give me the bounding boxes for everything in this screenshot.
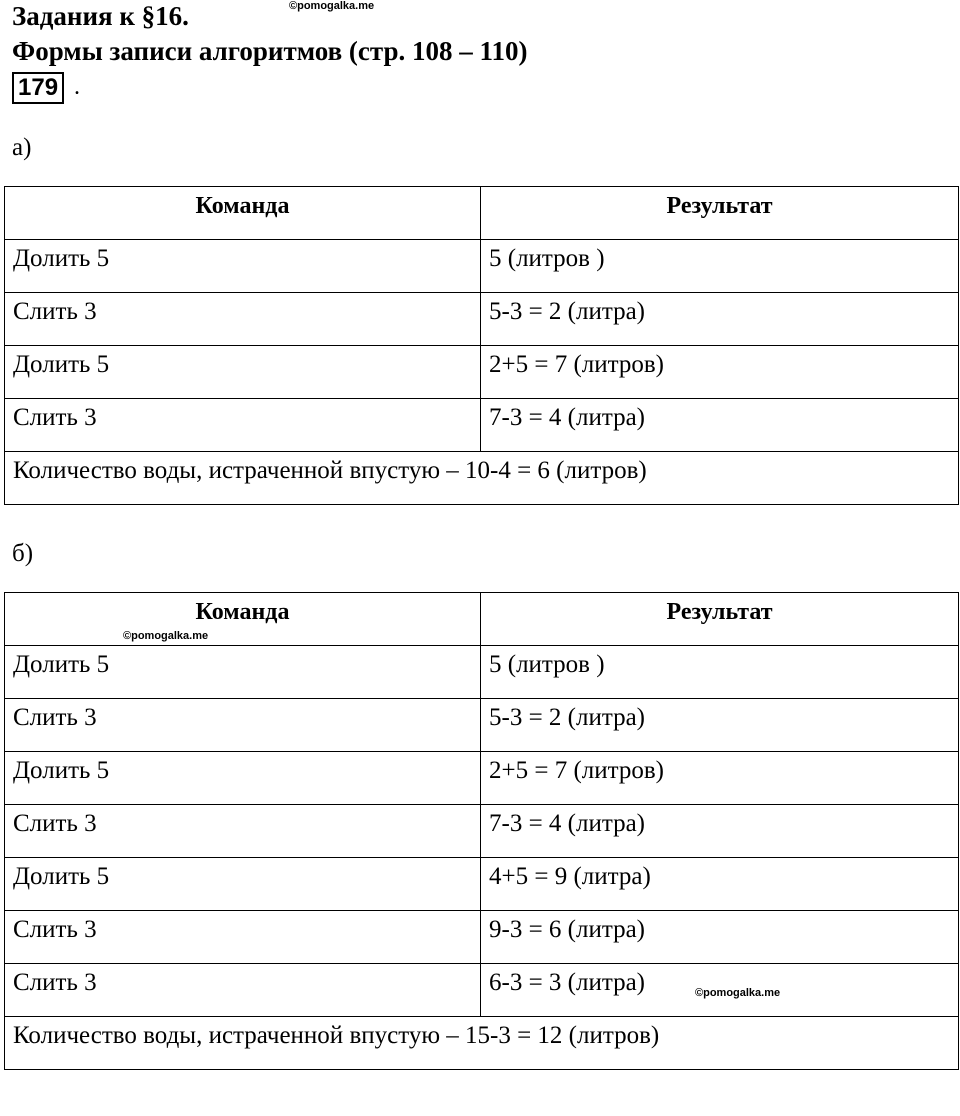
command-cell: Долить 5 bbox=[5, 646, 481, 699]
part-a-label: а) bbox=[12, 134, 32, 161]
table-row bbox=[5, 964, 959, 1017]
table-row bbox=[5, 699, 959, 752]
table-row bbox=[5, 346, 959, 399]
column-header-result: Результат bbox=[481, 593, 959, 646]
part-b-label: б) bbox=[12, 540, 34, 567]
result-cell: 7-3 = 4 (литра) bbox=[481, 399, 959, 452]
table-row bbox=[5, 752, 959, 805]
table-row bbox=[5, 805, 959, 858]
column-header-command: Команда bbox=[5, 187, 481, 240]
command-cell: Слить 3 bbox=[5, 805, 481, 858]
table-row bbox=[5, 399, 959, 452]
column-header-command-label: Команда bbox=[195, 599, 290, 625]
command-cell: Слить 3 bbox=[5, 699, 481, 752]
watermark-table-header: ©pomogalka.me bbox=[123, 630, 209, 642]
result-cell: 2+5 = 7 (литров) bbox=[481, 346, 959, 399]
summary-row bbox=[5, 1017, 959, 1070]
column-header-result: Результат bbox=[481, 187, 959, 240]
result-cell: 2+5 = 7 (литров) bbox=[481, 752, 959, 805]
command-cell: Слить 3 bbox=[5, 911, 481, 964]
command-cell: Слить 3 bbox=[5, 399, 481, 452]
result-cell: 5 (литров ) bbox=[481, 646, 959, 699]
result-cell: 7-3 = 4 (литра) bbox=[481, 805, 959, 858]
result-cell: 5-3 = 2 (литра) bbox=[481, 293, 959, 346]
task-number: 179 bbox=[12, 72, 64, 104]
column-header-command bbox=[5, 593, 481, 646]
command-cell: Долить 5 bbox=[5, 858, 481, 911]
table-part-b bbox=[4, 592, 959, 1070]
table-row bbox=[5, 293, 959, 346]
table-header-row bbox=[5, 593, 959, 646]
summary-cell: Количество воды, истраченной впустую – 10-4 = 6 (литров) bbox=[5, 452, 959, 505]
summary-cell: Количество воды, истраченной впустую – 15-3 = 12 (литров) bbox=[5, 1017, 959, 1070]
result-cell: 9-3 = 6 (литра) bbox=[481, 911, 959, 964]
title-line-2: Формы записи алгоритмов (стр. 108 – 110) bbox=[12, 36, 528, 66]
watermark-table-row: ©pomogalka.me bbox=[695, 987, 781, 999]
result-cell: 5 (литров ) bbox=[481, 240, 959, 293]
task-number-dot: . bbox=[74, 74, 80, 100]
watermark-top: ©pomogalka.me bbox=[289, 0, 375, 12]
command-cell: Долить 5 bbox=[5, 346, 481, 399]
command-cell: Слить 3 bbox=[5, 964, 481, 1017]
table-row bbox=[5, 858, 959, 911]
table-header-row bbox=[5, 187, 959, 240]
command-cell: Слить 3 bbox=[5, 293, 481, 346]
result-cell: 4+5 = 9 (литра) bbox=[481, 858, 959, 911]
table-row bbox=[5, 911, 959, 964]
table-part-a bbox=[4, 186, 959, 505]
table-row bbox=[5, 240, 959, 293]
result-cell: 5-3 = 2 (литра) bbox=[481, 699, 959, 752]
title-line-1: Задания к §16. bbox=[12, 1, 189, 31]
command-cell: Долить 5 bbox=[5, 752, 481, 805]
summary-row bbox=[5, 452, 959, 505]
table-row bbox=[5, 646, 959, 699]
result-cell-text: 6-3 = 3 (литра) bbox=[489, 969, 646, 996]
command-cell: Долить 5 bbox=[5, 240, 481, 293]
result-cell bbox=[481, 964, 959, 1017]
